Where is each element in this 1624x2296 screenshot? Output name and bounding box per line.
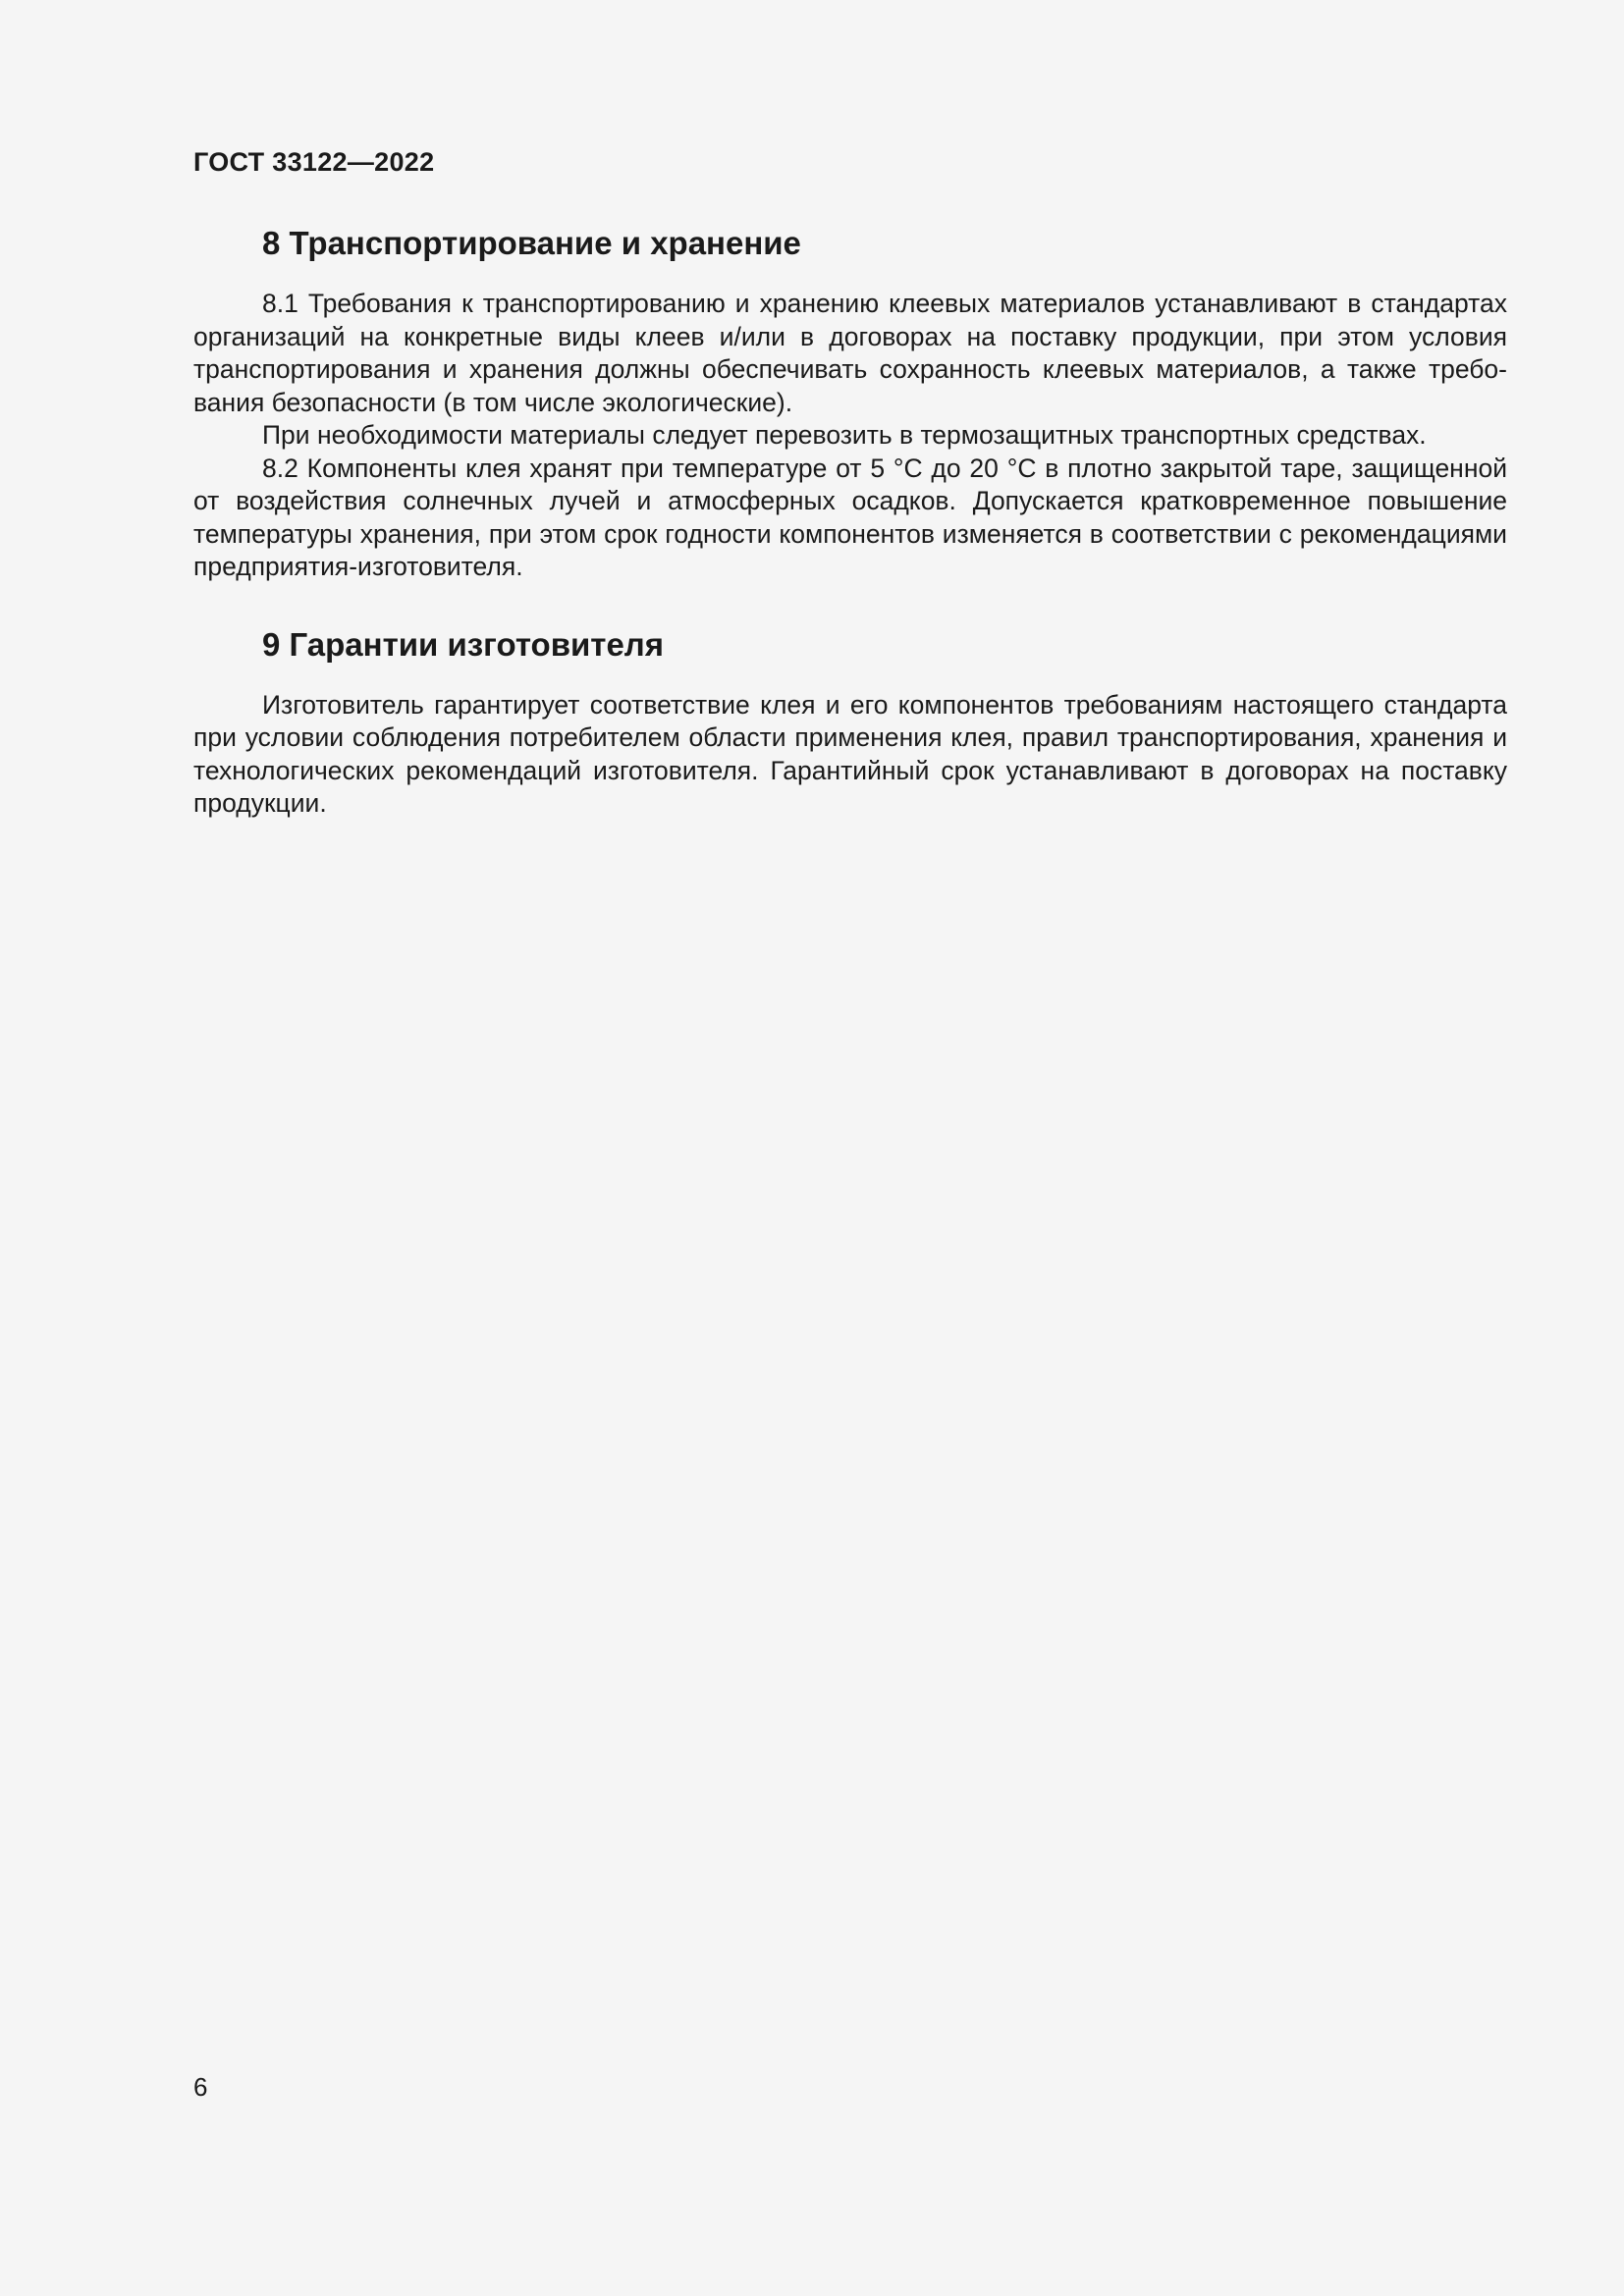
- paragraph-9-warranty: Изготовитель гарантирует соответствие клея и его компонентов требованиям настоящего стандарта при условии соблюдения потребителем области применения клея, правил транспортирования, хранения и технологических рекомендаций изготовителя. Гарантийный срок устанавливают в договорах на поставку продукции.: [193, 689, 1507, 818]
- paragraph-8-1-transport-note: При необходимости материалы следует перевозить в термозащитных транспортных средствах.: [262, 420, 1427, 450]
- paragraph-8-1: 8.1 Требования к транспортированию и хранению клеевых материалов устанавливают в стандартах организаций на конкретные виды клеев и/или в договорах на поставку продукции, при этом условия транспортирования и хранения должны обеспечивать сохранность клеевых материалов, а также требования безопасности (в том числе экологические).: [193, 289, 1507, 417]
- section-9-title: 9 Гарантии изготовителя: [262, 625, 665, 663]
- section-8-title: 8 Транспортирование и хранение: [262, 225, 801, 261]
- document-body: [193, 222, 1507, 821]
- document-code: ГОСТ 33122—2022: [193, 147, 435, 177]
- paragraph-8-2: 8.2 Компоненты клея хранят при температуре от 5 °С до 20 °С в плотно закрытой таре, защищенной от воздействия солнечных лучей и атмосферных осадков. Допускается кратковременное повышение температуры хранения, при этом срок годности компонентов изменяется в соответствии с рекомендациями предприятия-изготовителя.: [193, 453, 1507, 581]
- page-number: 6: [193, 2072, 208, 2102]
